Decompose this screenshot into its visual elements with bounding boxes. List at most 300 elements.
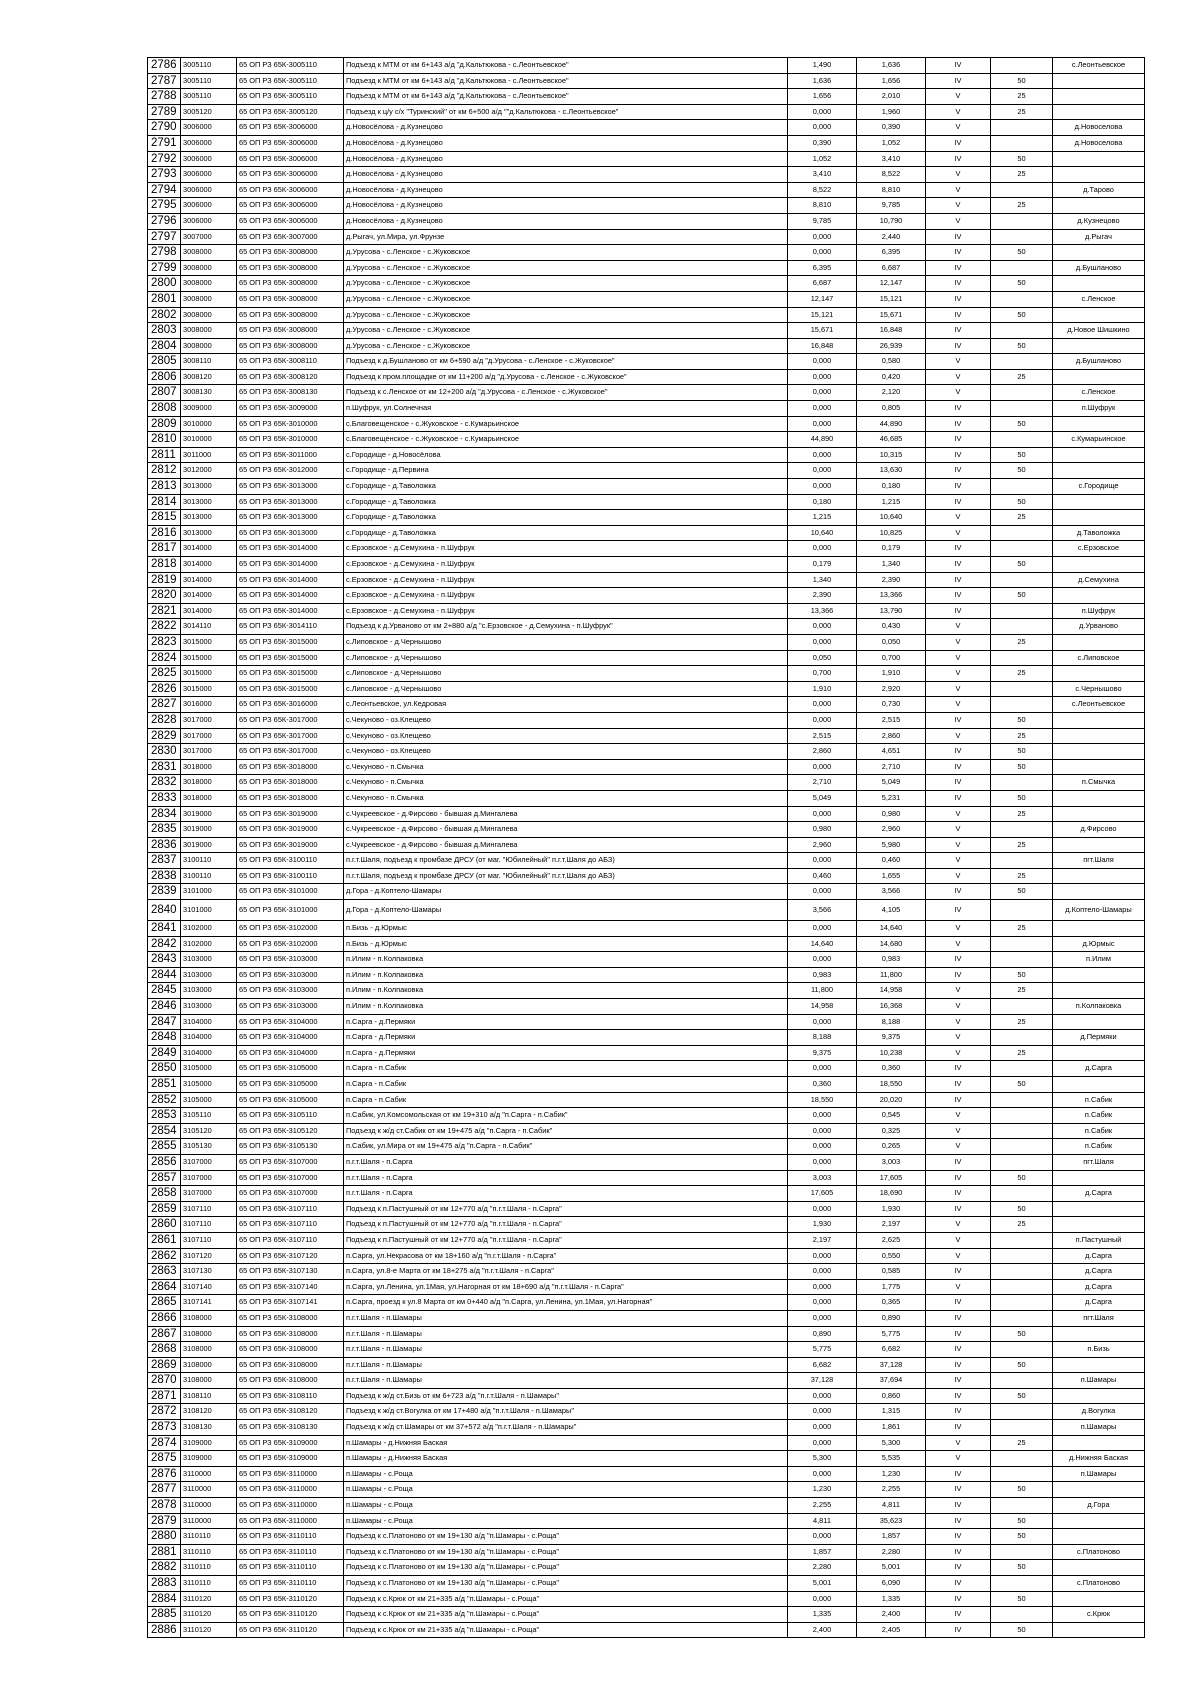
start-km-cell: 0,000 [788, 1404, 857, 1420]
start-km-cell: 2,390 [788, 588, 857, 604]
start-km-cell: 5,049 [788, 790, 857, 806]
road-category-cell: IV [926, 1092, 991, 1108]
row-number-cell: 2840 [148, 900, 181, 921]
road-name-cell: Подъезд к ж/д ст.Шамары от км 37+572 а/д "п.г.т.Шаля - п.Шамары" [344, 1420, 788, 1436]
road-id-cell: 3008000 [181, 323, 237, 339]
end-km-cell: 6,395 [857, 245, 926, 261]
table-row [148, 681, 1145, 697]
row-number-cell: 2871 [148, 1388, 181, 1404]
end-km-cell: 1,636 [857, 58, 926, 74]
start-km-cell: 0,000 [788, 104, 857, 120]
road-id-cell: 3005110 [181, 58, 237, 74]
table-row [148, 463, 1145, 479]
road-registry-code-cell: 65 ОП РЗ 65К-3110000 [237, 1466, 344, 1482]
table-row [148, 588, 1145, 604]
road-category-cell: IV [926, 416, 991, 432]
road-id-cell: 3008000 [181, 260, 237, 276]
road-id-cell: 3105110 [181, 1108, 237, 1124]
road-id-cell: 3016000 [181, 697, 237, 713]
speed-limit-cell [991, 1373, 1053, 1389]
road-id-cell: 3018000 [181, 790, 237, 806]
road-id-cell: 3008000 [181, 291, 237, 307]
start-km-cell: 0,000 [788, 229, 857, 245]
end-km-cell: 20,020 [857, 1092, 926, 1108]
end-km-cell: 0,365 [857, 1295, 926, 1311]
start-km-cell: 0,180 [788, 494, 857, 510]
road-id-cell: 3103000 [181, 983, 237, 999]
road-name-cell: Подъезд к МТМ от км 6+143 а/д "д.Кальтюкова - с.Леонтьевское" [344, 89, 788, 105]
road-name-cell: п.Сарга, ул.Некрасова от км 18+160 а/д "п.г.т.Шаля - п.Сарга" [344, 1248, 788, 1264]
table-row [148, 1342, 1145, 1358]
road-id-cell: 3107000 [181, 1154, 237, 1170]
table-row [148, 338, 1145, 354]
end-km-cell: 9,785 [857, 198, 926, 214]
road-id-cell: 3012000 [181, 463, 237, 479]
road-id-cell: 3105000 [181, 1092, 237, 1108]
row-number-cell: 2850 [148, 1061, 181, 1077]
road-registry-code-cell: 65 ОП РЗ 65К-3008000 [237, 307, 344, 323]
row-number-cell: 2797 [148, 229, 181, 245]
road-category-cell: IV [926, 759, 991, 775]
road-category-cell: IV [926, 1560, 991, 1576]
table-row [148, 900, 1145, 921]
end-km-cell: 15,671 [857, 307, 926, 323]
row-number-cell: 2824 [148, 650, 181, 666]
start-km-cell: 0,000 [788, 1154, 857, 1170]
road-id-cell: 3102000 [181, 936, 237, 952]
settlement-cell: д.Таволожка [1053, 525, 1145, 541]
settlement-cell: с.Леонтьевское [1053, 58, 1145, 74]
table-row [148, 151, 1145, 167]
speed-limit-cell [991, 936, 1053, 952]
end-km-cell: 2,515 [857, 712, 926, 728]
road-category-cell: V [926, 510, 991, 526]
settlement-cell: п.Шамары [1053, 1420, 1145, 1436]
road-category-cell: V [926, 806, 991, 822]
road-registry-code-cell: 65 ОП РЗ 65К-3011000 [237, 447, 344, 463]
end-km-cell: 5,300 [857, 1435, 926, 1451]
start-km-cell: 44,890 [788, 432, 857, 448]
table-row [148, 1373, 1145, 1389]
road-name-cell: Подъезд к ж/д ст.Бизь от км 6+723 а/д "п.г.т.Шаля - п.Шамары" [344, 1388, 788, 1404]
start-km-cell: 16,848 [788, 338, 857, 354]
road-name-cell: с.Леонтьевское, ул.Кедровая [344, 697, 788, 713]
road-category-cell: V [926, 385, 991, 401]
settlement-cell: д.Новое Шишкино [1053, 323, 1145, 339]
road-registry-code-cell: 65 ОП РЗ 65К-3007000 [237, 229, 344, 245]
row-number-cell: 2807 [148, 385, 181, 401]
start-km-cell: 5,001 [788, 1576, 857, 1592]
table-row [148, 198, 1145, 214]
speed-limit-cell: 50 [991, 1513, 1053, 1529]
road-category-cell: V [926, 999, 991, 1015]
settlement-cell [1053, 463, 1145, 479]
road-category-cell: V [926, 837, 991, 853]
row-number-cell: 2789 [148, 104, 181, 120]
road-category-cell: IV [926, 1388, 991, 1404]
road-registry-code-cell: 65 ОП РЗ 65К-3008130 [237, 385, 344, 401]
road-id-cell: 3105120 [181, 1123, 237, 1139]
speed-limit-cell: 50 [991, 759, 1053, 775]
road-category-cell: V [926, 104, 991, 120]
road-id-cell: 3007000 [181, 229, 237, 245]
row-number-cell: 2809 [148, 416, 181, 432]
table-body [148, 58, 1145, 1638]
settlement-cell: пгт.Шаля [1053, 1154, 1145, 1170]
row-number-cell: 2812 [148, 463, 181, 479]
road-name-cell: д.Новосёлова - д.Кузнецово [344, 151, 788, 167]
end-km-cell: 37,128 [857, 1357, 926, 1373]
start-km-cell: 0,000 [788, 884, 857, 900]
speed-limit-cell [991, 1404, 1053, 1420]
road-id-cell: 3107120 [181, 1248, 237, 1264]
road-registry-code-cell: 65 ОП РЗ 65К-3107130 [237, 1264, 344, 1280]
table-row [148, 999, 1145, 1015]
road-category-cell: IV [926, 1186, 991, 1202]
end-km-cell: 3,410 [857, 151, 926, 167]
row-number-cell: 2828 [148, 712, 181, 728]
end-km-cell: 12,147 [857, 276, 926, 292]
row-number-cell: 2880 [148, 1529, 181, 1545]
speed-limit-cell: 50 [991, 1622, 1053, 1638]
road-category-cell: V [926, 868, 991, 884]
end-km-cell: 1,960 [857, 104, 926, 120]
settlement-cell: д.Нижняя Баская [1053, 1451, 1145, 1467]
road-id-cell: 3108120 [181, 1404, 237, 1420]
row-number-cell: 2869 [148, 1357, 181, 1373]
road-name-cell: Подъезд к д.Бушланово от км 6+590 а/д "д.Урусова - с.Ленское - с.Жуковское" [344, 354, 788, 370]
row-number-cell: 2831 [148, 759, 181, 775]
road-id-cell: 3017000 [181, 744, 237, 760]
end-km-cell: 5,535 [857, 1451, 926, 1467]
start-km-cell: 0,050 [788, 650, 857, 666]
settlement-cell [1053, 510, 1145, 526]
road-registry-code-cell: 65 ОП РЗ 65К-3107110 [237, 1201, 344, 1217]
settlement-cell [1053, 104, 1145, 120]
end-km-cell: 1,230 [857, 1466, 926, 1482]
row-number-cell: 2810 [148, 432, 181, 448]
row-number-cell: 2853 [148, 1108, 181, 1124]
road-id-cell: 3011000 [181, 447, 237, 463]
table-row [148, 525, 1145, 541]
road-name-cell: Подъезд к с.Крюк от км 21+335 а/д "п.Шамары - с.Роща" [344, 1622, 788, 1638]
road-name-cell: Подъезд к с.Платоново от км 19+130 а/д "п.Шамары - с.Роща" [344, 1560, 788, 1576]
road-registry-code-cell: 65 ОП РЗ 65К-3018000 [237, 759, 344, 775]
end-km-cell: 0,730 [857, 697, 926, 713]
speed-limit-cell [991, 432, 1053, 448]
road-registry-code-cell: 65 ОП РЗ 65К-3110110 [237, 1529, 344, 1545]
settlement-cell: д.Сарга [1053, 1264, 1145, 1280]
start-km-cell: 0,179 [788, 557, 857, 573]
road-category-cell: IV [926, 479, 991, 495]
table-row [148, 1014, 1145, 1030]
road-name-cell: Подъезд к с.Платоново от км 19+130 а/д "п.Шамары - с.Роща" [344, 1544, 788, 1560]
road-id-cell: 3006000 [181, 198, 237, 214]
road-category-cell: IV [926, 1264, 991, 1280]
table-row [148, 229, 1145, 245]
road-registry-code-cell: 65 ОП РЗ 65К-3019000 [237, 837, 344, 853]
road-id-cell: 3110110 [181, 1544, 237, 1560]
table-row [148, 1560, 1145, 1576]
settlement-cell [1053, 447, 1145, 463]
speed-limit-cell: 50 [991, 712, 1053, 728]
start-km-cell: 12,147 [788, 291, 857, 307]
road-category-cell: V [926, 1248, 991, 1264]
road-category-cell: IV [926, 432, 991, 448]
table-row [148, 369, 1145, 385]
road-category-cell: IV [926, 245, 991, 261]
start-km-cell: 11,800 [788, 983, 857, 999]
road-id-cell: 3104000 [181, 1014, 237, 1030]
end-km-cell: 9,375 [857, 1030, 926, 1046]
road-name-cell: с.Городище - д.Таволожка [344, 494, 788, 510]
road-name-cell: Подъезд к с.Крюк от км 21+335 а/д "п.Шамары - с.Роща" [344, 1607, 788, 1623]
road-name-cell: с.Чекуново - оз.Клещево [344, 712, 788, 728]
road-category-cell: IV [926, 276, 991, 292]
road-registry-code-cell: 65 ОП РЗ 65К-3019000 [237, 806, 344, 822]
row-number-cell: 2820 [148, 588, 181, 604]
road-registry-code-cell: 65 ОП РЗ 65К-3107120 [237, 1248, 344, 1264]
start-km-cell: 14,958 [788, 999, 857, 1015]
start-km-cell: 0,000 [788, 1420, 857, 1436]
end-km-cell: 0,805 [857, 401, 926, 417]
road-registry-code-cell: 65 ОП РЗ 65К-3110120 [237, 1591, 344, 1607]
settlement-cell: с.Ленское [1053, 291, 1145, 307]
row-number-cell: 2884 [148, 1591, 181, 1607]
end-km-cell: 1,315 [857, 1404, 926, 1420]
road-registry-code-cell: 65 ОП РЗ 65К-3014000 [237, 572, 344, 588]
table-row [148, 1451, 1145, 1467]
road-id-cell: 3018000 [181, 775, 237, 791]
road-id-cell: 3005110 [181, 73, 237, 89]
road-name-cell: Подъезд к с.Ленское от км 12+200 а/д "д.Урусова - с.Ленское - с.Жуковское" [344, 385, 788, 401]
end-km-cell: 26,939 [857, 338, 926, 354]
table-row [148, 541, 1145, 557]
settlement-cell [1053, 744, 1145, 760]
road-category-cell: IV [926, 229, 991, 245]
settlement-cell: д.Бушланово [1053, 354, 1145, 370]
road-category-cell: V [926, 697, 991, 713]
end-km-cell: 11,800 [857, 967, 926, 983]
road-name-cell: с.Ерзовское - д.Семухина - п.Шуфрук [344, 541, 788, 557]
start-km-cell: 5,300 [788, 1451, 857, 1467]
speed-limit-cell: 25 [991, 510, 1053, 526]
settlement-cell [1053, 245, 1145, 261]
settlement-cell [1053, 338, 1145, 354]
road-id-cell: 3014000 [181, 557, 237, 573]
road-category-cell: IV [926, 1622, 991, 1638]
speed-limit-cell: 50 [991, 588, 1053, 604]
speed-limit-cell: 25 [991, 666, 1053, 682]
speed-limit-cell [991, 1123, 1053, 1139]
road-registry-code-cell: 65 ОП РЗ 65К-3110120 [237, 1622, 344, 1638]
end-km-cell: 1,052 [857, 135, 926, 151]
speed-limit-cell [991, 1061, 1053, 1077]
end-km-cell: 0,420 [857, 369, 926, 385]
road-category-cell: IV [926, 900, 991, 921]
settlement-cell [1053, 369, 1145, 385]
speed-limit-cell: 50 [991, 1357, 1053, 1373]
settlement-cell [1053, 921, 1145, 937]
table-row [148, 1108, 1145, 1124]
road-registry-code-cell: 65 ОП РЗ 65К-3108000 [237, 1373, 344, 1389]
table-row [148, 260, 1145, 276]
road-registry-code-cell: 65 ОП РЗ 65К-3108120 [237, 1404, 344, 1420]
road-id-cell: 3109000 [181, 1435, 237, 1451]
table-row [148, 354, 1145, 370]
row-number-cell: 2867 [148, 1326, 181, 1342]
table-row [148, 790, 1145, 806]
table-row [148, 1092, 1145, 1108]
road-name-cell: п.Шамары - с.Роща [344, 1482, 788, 1498]
end-km-cell: 0,980 [857, 806, 926, 822]
road-category-cell: IV [926, 1201, 991, 1217]
road-registry-code-cell: 65 ОП РЗ 65К-3019000 [237, 822, 344, 838]
road-registry-code-cell: 65 ОП РЗ 65К-3109000 [237, 1451, 344, 1467]
speed-limit-cell [991, 603, 1053, 619]
table-row [148, 1077, 1145, 1093]
start-km-cell: 2,960 [788, 837, 857, 853]
table-row [148, 1576, 1145, 1592]
row-number-cell: 2829 [148, 728, 181, 744]
end-km-cell: 4,811 [857, 1498, 926, 1514]
settlement-cell: п.Сабик [1053, 1139, 1145, 1155]
end-km-cell: 0,700 [857, 650, 926, 666]
settlement-cell: д.Сарга [1053, 1186, 1145, 1202]
road-id-cell: 3008000 [181, 276, 237, 292]
road-name-cell: с.Благовещенское - с.Жуковское - с.Кумарьинское [344, 432, 788, 448]
start-km-cell: 0,000 [788, 921, 857, 937]
settlement-cell: п.Шамары [1053, 1373, 1145, 1389]
start-km-cell: 0,000 [788, 853, 857, 869]
speed-limit-cell: 50 [991, 463, 1053, 479]
road-name-cell: п.Илим - п.Колпаковка [344, 983, 788, 999]
road-registry-code-cell: 65 ОП РЗ 65К-3017000 [237, 744, 344, 760]
start-km-cell: 1,857 [788, 1544, 857, 1560]
road-id-cell: 3101000 [181, 900, 237, 921]
settlement-cell [1053, 1201, 1145, 1217]
end-km-cell: 1,930 [857, 1201, 926, 1217]
road-category-cell: V [926, 634, 991, 650]
road-registry-code-cell: 65 ОП РЗ 65К-3017000 [237, 728, 344, 744]
start-km-cell: 0,000 [788, 952, 857, 968]
speed-limit-cell [991, 525, 1053, 541]
end-km-cell: 4,651 [857, 744, 926, 760]
row-number-cell: 2826 [148, 681, 181, 697]
road-category-cell: IV [926, 1342, 991, 1358]
table-row [148, 1201, 1145, 1217]
settlement-cell: д.Тарово [1053, 182, 1145, 198]
road-id-cell: 3014110 [181, 619, 237, 635]
start-km-cell: 1,335 [788, 1607, 857, 1623]
road-category-cell: V [926, 1217, 991, 1233]
row-number-cell: 2846 [148, 999, 181, 1015]
start-km-cell: 0,000 [788, 1435, 857, 1451]
settlement-cell: д.Семухина [1053, 572, 1145, 588]
end-km-cell: 1,340 [857, 557, 926, 573]
row-number-cell: 2795 [148, 198, 181, 214]
start-km-cell: 0,000 [788, 712, 857, 728]
road-id-cell: 3110110 [181, 1560, 237, 1576]
row-number-cell: 2849 [148, 1045, 181, 1061]
road-registry-code-cell: 65 ОП РЗ 65К-3107000 [237, 1154, 344, 1170]
start-km-cell: 8,188 [788, 1030, 857, 1046]
table-row [148, 167, 1145, 183]
start-km-cell: 0,000 [788, 385, 857, 401]
end-km-cell: 2,280 [857, 1544, 926, 1560]
road-name-cell: п.Илим - п.Колпаковка [344, 999, 788, 1015]
road-name-cell: п.Сарга - д.Пермяки [344, 1014, 788, 1030]
end-km-cell: 2,390 [857, 572, 926, 588]
road-name-cell: д.Урусова - с.Ленское - с.Жуковское [344, 245, 788, 261]
settlement-cell [1053, 806, 1145, 822]
road-id-cell: 3013000 [181, 525, 237, 541]
road-category-cell: V [926, 1123, 991, 1139]
settlement-cell: п.Сабик [1053, 1123, 1145, 1139]
settlement-cell: д.Юрмыс [1053, 936, 1145, 952]
road-name-cell: с.Чукреевское - д.Фирсово - бывшая д.Мингалева [344, 806, 788, 822]
row-number-cell: 2801 [148, 291, 181, 307]
row-number-cell: 2822 [148, 619, 181, 635]
road-id-cell: 3013000 [181, 479, 237, 495]
road-id-cell: 3108000 [181, 1326, 237, 1342]
speed-limit-cell: 50 [991, 447, 1053, 463]
table-row [148, 619, 1145, 635]
end-km-cell: 5,775 [857, 1326, 926, 1342]
speed-limit-cell: 50 [991, 744, 1053, 760]
speed-limit-cell: 25 [991, 104, 1053, 120]
row-number-cell: 2827 [148, 697, 181, 713]
road-category-cell: V [926, 1139, 991, 1155]
road-category-cell: IV [926, 588, 991, 604]
table-row [148, 650, 1145, 666]
end-km-cell: 3,003 [857, 1154, 926, 1170]
speed-limit-cell: 50 [991, 967, 1053, 983]
speed-limit-cell: 50 [991, 1170, 1053, 1186]
speed-limit-cell: 50 [991, 416, 1053, 432]
road-category-cell: V [926, 354, 991, 370]
road-id-cell: 3008000 [181, 307, 237, 323]
road-id-cell: 3006000 [181, 135, 237, 151]
row-number-cell: 2885 [148, 1607, 181, 1623]
road-registry-code-cell: 65 ОП РЗ 65К-3110000 [237, 1482, 344, 1498]
table-row [148, 759, 1145, 775]
start-km-cell: 0,390 [788, 135, 857, 151]
speed-limit-cell [991, 213, 1053, 229]
end-km-cell: 16,368 [857, 999, 926, 1015]
start-km-cell: 6,395 [788, 260, 857, 276]
road-id-cell: 3006000 [181, 151, 237, 167]
row-number-cell: 2794 [148, 182, 181, 198]
road-registry-code-cell: 65 ОП РЗ 65К-3014000 [237, 588, 344, 604]
road-id-cell: 3107000 [181, 1186, 237, 1202]
row-number-cell: 2799 [148, 260, 181, 276]
settlement-cell [1053, 1482, 1145, 1498]
road-registry-code-cell: 65 ОП РЗ 65К-3013000 [237, 494, 344, 510]
road-name-cell: п.Шамары - с.Роща [344, 1466, 788, 1482]
road-name-cell: Подъезд к п.Пастушный от км 12+770 а/д "п.г.т.Шаля - п.Сарга" [344, 1232, 788, 1248]
settlement-cell: с.Платоново [1053, 1544, 1145, 1560]
settlement-cell: д.Пермяки [1053, 1030, 1145, 1046]
road-name-cell: п.г.т.Шаля - п.Сарга [344, 1170, 788, 1186]
settlement-cell [1053, 868, 1145, 884]
row-number-cell: 2842 [148, 936, 181, 952]
start-km-cell: 0,000 [788, 1310, 857, 1326]
start-km-cell: 1,215 [788, 510, 857, 526]
end-km-cell: 15,121 [857, 291, 926, 307]
table-row [148, 385, 1145, 401]
start-km-cell: 0,000 [788, 1248, 857, 1264]
